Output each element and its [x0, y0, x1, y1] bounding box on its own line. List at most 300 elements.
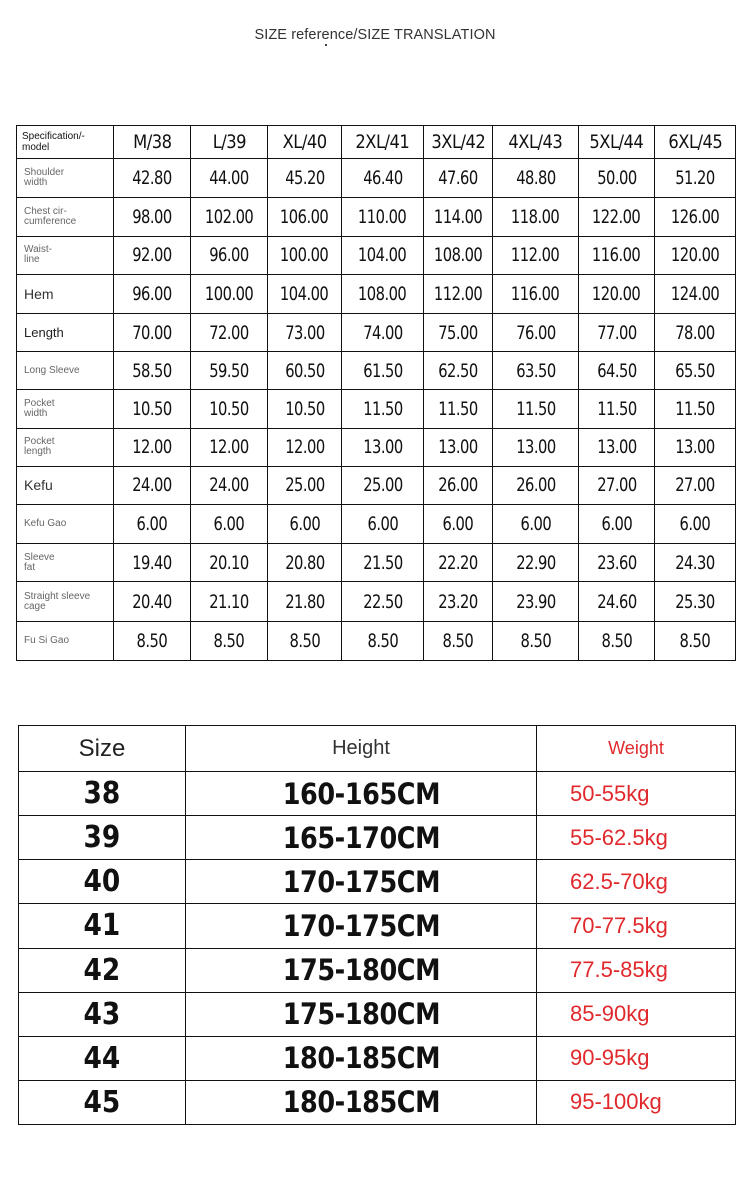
- spec-cell: [493, 582, 579, 621]
- spec-cell-value: 114.00: [433, 205, 483, 228]
- spec-cell-value: 12.00: [284, 436, 325, 459]
- height-cell: [186, 860, 537, 904]
- spec-cell-value: 51.20: [675, 167, 715, 190]
- spec-cell: [342, 544, 424, 582]
- size-header-row: [19, 726, 736, 772]
- spec-cell: [579, 198, 655, 236]
- weight-header: Weight: [537, 726, 736, 772]
- spec-cell: [191, 274, 268, 313]
- spec-cell: [655, 428, 736, 466]
- spec-cell-value: 8.50: [136, 629, 168, 652]
- height-value: 180-185CM: [282, 1041, 440, 1076]
- height-value: 160-165CM: [282, 776, 440, 811]
- spec-cell: [655, 582, 736, 621]
- spec-cell-value: 100.00: [280, 244, 329, 267]
- size-cell: [19, 772, 186, 816]
- spec-cell-value: 106.00: [280, 205, 329, 228]
- spec-row-label: Chest cir- cumference: [17, 198, 114, 236]
- spec-cell: [579, 621, 655, 660]
- spec-size-header-text: M/38: [132, 131, 172, 154]
- spec-size-header: [114, 126, 191, 159]
- spec-cell-value: 25.00: [362, 474, 403, 497]
- size-cell: [19, 816, 186, 860]
- spec-cell: [579, 544, 655, 582]
- spec-cell: [268, 236, 342, 274]
- spec-cell-value: 92.00: [132, 244, 172, 267]
- spec-cell: [268, 621, 342, 660]
- spec-cell: [191, 466, 268, 504]
- spec-cell-value: 70.00: [132, 321, 172, 344]
- size-cell: [19, 904, 186, 948]
- size-value: 38: [83, 776, 121, 812]
- spec-cell-value: 122.00: [592, 205, 641, 228]
- spec-size-header: [191, 126, 268, 159]
- spec-cell-value: 6.00: [520, 513, 551, 536]
- spec-cell-value: 20.80: [284, 551, 325, 574]
- spec-cell: [424, 159, 493, 198]
- spec-cell-value: 77.00: [596, 321, 637, 344]
- weight-value: 85-90kg: [537, 992, 736, 1036]
- spec-cell-value: 22.90: [515, 551, 556, 574]
- spec-cell-value: 8.50: [367, 629, 398, 652]
- spec-row: [17, 505, 736, 544]
- spec-cell-value: 42.80: [132, 167, 172, 190]
- spec-cell-value: 116.00: [592, 244, 641, 267]
- spec-cell-value: 8.50: [679, 629, 711, 652]
- spec-cell: [655, 198, 736, 236]
- spec-cell-value: 27.00: [596, 474, 637, 497]
- spec-cell-value: 11.50: [515, 398, 556, 421]
- spec-cell-value: 6.00: [289, 513, 320, 536]
- size-cell: [19, 860, 186, 904]
- spec-row-label: Kefu Gao: [17, 505, 114, 544]
- spec-cell: [424, 352, 493, 390]
- spec-cell: [342, 159, 424, 198]
- size-value: 45: [83, 1084, 121, 1120]
- weight-value: 55-62.5kg: [537, 816, 736, 860]
- spec-cell-value: 23.60: [596, 551, 637, 574]
- spec-cell-value: 22.20: [438, 551, 478, 574]
- spec-cell-value: 13.00: [362, 436, 403, 459]
- spec-cell: [424, 236, 493, 274]
- spec-cell: [424, 582, 493, 621]
- height-cell: [186, 992, 537, 1036]
- spec-cell: [268, 505, 342, 544]
- height-cell: [186, 948, 537, 992]
- spec-cell: [655, 314, 736, 352]
- spec-cell-value: 11.50: [675, 398, 715, 421]
- spec-size-header-text: 6XL/45: [668, 131, 722, 154]
- size-row: [19, 992, 736, 1036]
- weight-value: 95-100kg: [537, 1080, 736, 1124]
- spec-cell: [579, 582, 655, 621]
- height-cell: [186, 1080, 537, 1124]
- spec-cell-value: 20.10: [209, 551, 249, 574]
- spec-cell-value: 78.00: [675, 321, 715, 344]
- spec-cell-value: 98.00: [132, 205, 172, 228]
- spec-cell: [114, 621, 191, 660]
- spec-cell-value: 104.00: [280, 282, 329, 305]
- spec-cell: [493, 466, 579, 504]
- weight-value: 50-55kg: [537, 772, 736, 816]
- spec-row-label: Fu Si Gao: [17, 621, 114, 660]
- spec-cell-value: 112.00: [433, 282, 483, 305]
- spec-cell-value: 11.50: [438, 398, 478, 421]
- size-value: 43: [83, 996, 121, 1032]
- spec-cell-value: 118.00: [511, 205, 560, 228]
- spec-cell-value: 120.00: [592, 282, 641, 305]
- spec-cell: [191, 314, 268, 352]
- spec-cell: [191, 621, 268, 660]
- height-value: 175-180CM: [282, 997, 440, 1032]
- spec-cell: [655, 236, 736, 274]
- spec-cell-value: 26.00: [438, 474, 478, 497]
- height-header: Height: [186, 726, 537, 772]
- spec-cell-value: 48.80: [515, 167, 556, 190]
- spec-cell-value: 25.00: [284, 474, 325, 497]
- height-cell: [186, 1036, 537, 1080]
- spec-cell-value: 59.50: [209, 359, 249, 382]
- spec-cell-value: 21.10: [209, 590, 249, 613]
- spec-cell-value: 10.50: [284, 398, 325, 421]
- spec-cell: [579, 352, 655, 390]
- spec-cell: [493, 159, 579, 198]
- spec-row: [17, 466, 736, 504]
- spec-cell-value: 75.00: [438, 321, 478, 344]
- spec-cell-value: 46.40: [362, 167, 403, 190]
- spec-cell: [191, 352, 268, 390]
- spec-cell-value: 6.00: [442, 513, 474, 536]
- spec-cell: [655, 505, 736, 544]
- spec-cell-value: 24.00: [209, 474, 249, 497]
- spec-corner-label: Specification/- model: [17, 126, 114, 159]
- spec-cell-value: 8.50: [289, 629, 320, 652]
- height-value: 170-175CM: [282, 864, 440, 899]
- spec-cell-value: 58.50: [132, 359, 172, 382]
- spec-cell-value: 6.00: [213, 513, 245, 536]
- spec-cell-value: 22.50: [362, 590, 403, 613]
- height-cell: [186, 904, 537, 948]
- spec-row-label: Pocket width: [17, 390, 114, 428]
- weight-value: 70-77.5kg: [537, 904, 736, 948]
- spec-cell-value: 11.50: [596, 398, 637, 421]
- spec-cell-value: 6.00: [679, 513, 711, 536]
- size-header: Size: [19, 726, 186, 772]
- spec-cell-value: 6.00: [367, 513, 398, 536]
- size-value: 44: [83, 1040, 121, 1076]
- spec-cell: [342, 236, 424, 274]
- spec-cell: [268, 428, 342, 466]
- height-value: 170-175CM: [282, 908, 440, 943]
- spec-cell-value: 12.00: [132, 436, 172, 459]
- spec-row-label: Waist- line: [17, 236, 114, 274]
- spec-cell-value: 100.00: [204, 282, 254, 305]
- spec-cell-value: 13.00: [438, 436, 478, 459]
- spec-cell-value: 108.00: [358, 282, 407, 305]
- spec-row-label: Kefu: [17, 466, 114, 504]
- spec-cell: [114, 198, 191, 236]
- spec-cell-value: 10.50: [209, 398, 249, 421]
- size-row: [19, 1036, 736, 1080]
- spec-cell: [493, 544, 579, 582]
- spec-cell-value: 20.40: [132, 590, 172, 613]
- spec-row-label: Sleeve fat: [17, 544, 114, 582]
- spec-cell: [114, 505, 191, 544]
- spec-size-header-text: L/39: [212, 131, 246, 154]
- spec-size-header-text: 3XL/42: [431, 131, 485, 154]
- spec-cell-value: 72.00: [209, 321, 249, 344]
- spec-size-header: [342, 126, 424, 159]
- spec-cell: [424, 274, 493, 313]
- spec-cell-value: 73.00: [284, 321, 325, 344]
- spec-size-header: [493, 126, 579, 159]
- spec-cell: [424, 621, 493, 660]
- spec-cell-value: 108.00: [433, 244, 483, 267]
- spec-cell: [114, 314, 191, 352]
- size-row: [19, 948, 736, 992]
- spec-cell-value: 6.00: [136, 513, 168, 536]
- spec-cell-value: 26.00: [515, 474, 556, 497]
- spec-cell-value: 24.60: [596, 590, 637, 613]
- spec-cell-value: 8.50: [601, 629, 632, 652]
- spec-cell: [493, 314, 579, 352]
- spec-cell: [493, 428, 579, 466]
- spec-cell: [342, 505, 424, 544]
- spec-cell: [424, 466, 493, 504]
- spec-row-label: Straight sleeve cage: [17, 582, 114, 621]
- spec-header-row: [17, 126, 736, 159]
- spec-size-header: [424, 126, 493, 159]
- spec-cell-value: 8.50: [442, 629, 474, 652]
- spec-cell-value: 27.00: [675, 474, 715, 497]
- spec-size-header-text: XL/40: [282, 131, 327, 154]
- spec-cell: [424, 505, 493, 544]
- spec-cell: [268, 198, 342, 236]
- spec-cell-value: 74.00: [362, 321, 403, 344]
- spec-cell-value: 6.00: [601, 513, 632, 536]
- spec-cell-value: 8.50: [213, 629, 245, 652]
- spec-cell: [579, 428, 655, 466]
- size-cell: [19, 992, 186, 1036]
- spec-cell-value: 47.60: [438, 167, 478, 190]
- spec-row: [17, 582, 736, 621]
- spec-cell-value: 65.50: [675, 359, 715, 382]
- spec-cell-value: 21.50: [362, 551, 403, 574]
- spec-size-header-text: 4XL/43: [508, 131, 563, 154]
- spec-cell: [579, 236, 655, 274]
- spec-cell: [114, 274, 191, 313]
- spec-row: [17, 428, 736, 466]
- spec-cell: [493, 198, 579, 236]
- spec-cell: [191, 198, 268, 236]
- size-cell: [19, 948, 186, 992]
- spec-cell-value: 96.00: [132, 282, 172, 305]
- spec-cell-value: 12.00: [209, 436, 249, 459]
- spec-row-label: Long Sleeve: [17, 352, 114, 390]
- spec-cell: [114, 390, 191, 428]
- spec-cell-value: 19.40: [132, 551, 172, 574]
- spec-cell-value: 126.00: [670, 205, 720, 228]
- spec-cell: [268, 314, 342, 352]
- spec-cell-value: 23.90: [515, 590, 556, 613]
- spec-size-header: [579, 126, 655, 159]
- spec-size-header-text: 2XL/41: [355, 131, 410, 154]
- spec-cell: [655, 466, 736, 504]
- spec-cell: [424, 544, 493, 582]
- spec-table: [16, 125, 736, 661]
- spec-cell-value: 45.20: [284, 167, 325, 190]
- spec-cell-value: 61.50: [362, 359, 403, 382]
- spec-row: [17, 236, 736, 274]
- spec-cell-value: 116.00: [511, 282, 560, 305]
- spec-cell: [342, 352, 424, 390]
- size-table: [18, 725, 736, 1125]
- size-value: 40: [83, 864, 121, 900]
- size-cell: [19, 1036, 186, 1080]
- spec-cell-value: 24.30: [675, 551, 715, 574]
- spec-cell: [655, 159, 736, 198]
- spec-cell: [579, 314, 655, 352]
- spec-row-label: Hem: [17, 274, 114, 313]
- spec-cell: [191, 544, 268, 582]
- spec-cell: [493, 236, 579, 274]
- spec-cell-value: 50.00: [596, 167, 637, 190]
- decorative-dot: [325, 44, 327, 46]
- spec-cell: [114, 159, 191, 198]
- spec-cell-value: 104.00: [358, 244, 407, 267]
- weight-value: 90-95kg: [537, 1036, 736, 1080]
- spec-row: [17, 621, 736, 660]
- spec-cell: [342, 390, 424, 428]
- spec-cell: [342, 466, 424, 504]
- spec-cell-value: 11.50: [362, 398, 403, 421]
- spec-cell: [424, 390, 493, 428]
- spec-cell: [579, 159, 655, 198]
- spec-cell: [191, 390, 268, 428]
- spec-cell: [655, 621, 736, 660]
- spec-cell-value: 13.00: [675, 436, 715, 459]
- spec-cell: [655, 274, 736, 313]
- size-value: 42: [83, 952, 121, 988]
- spec-cell: [191, 505, 268, 544]
- spec-cell: [655, 544, 736, 582]
- spec-cell-value: 63.50: [515, 359, 556, 382]
- spec-cell: [114, 236, 191, 274]
- spec-cell: [579, 505, 655, 544]
- spec-cell-value: 120.00: [670, 244, 720, 267]
- spec-cell-value: 10.50: [132, 398, 172, 421]
- height-cell: [186, 816, 537, 860]
- spec-cell: [424, 314, 493, 352]
- size-value: 41: [83, 908, 121, 944]
- spec-cell-value: 124.00: [670, 282, 720, 305]
- spec-cell-value: 110.00: [358, 205, 407, 228]
- spec-cell-value: 64.50: [596, 359, 637, 382]
- spec-cell: [268, 352, 342, 390]
- spec-cell: [579, 274, 655, 313]
- spec-cell: [342, 621, 424, 660]
- spec-cell: [493, 505, 579, 544]
- spec-cell-value: 62.50: [438, 359, 478, 382]
- spec-cell-value: 23.20: [438, 590, 478, 613]
- spec-cell: [268, 582, 342, 621]
- size-row: [19, 904, 736, 948]
- spec-size-header-text: 5XL/44: [589, 131, 644, 154]
- spec-row: [17, 198, 736, 236]
- size-row: [19, 772, 736, 816]
- size-cell: [19, 1080, 186, 1124]
- spec-row: [17, 274, 736, 313]
- spec-cell: [268, 274, 342, 313]
- spec-cell-value: 21.80: [284, 590, 325, 613]
- spec-cell-value: 102.00: [204, 205, 254, 228]
- spec-cell: [268, 390, 342, 428]
- spec-cell: [114, 466, 191, 504]
- spec-cell: [191, 428, 268, 466]
- spec-cell: [342, 582, 424, 621]
- spec-row-label: Length: [17, 314, 114, 352]
- spec-size-header: [268, 126, 342, 159]
- spec-cell-value: 25.30: [675, 590, 715, 613]
- spec-cell: [191, 582, 268, 621]
- weight-value: 62.5-70kg: [537, 860, 736, 904]
- spec-cell: [424, 198, 493, 236]
- height-value: 175-180CM: [282, 953, 440, 988]
- spec-cell-value: 60.50: [284, 359, 325, 382]
- spec-cell-value: 112.00: [511, 244, 560, 267]
- spec-cell-value: 96.00: [209, 244, 249, 267]
- spec-cell: [268, 466, 342, 504]
- spec-size-header: [655, 126, 736, 159]
- spec-cell: [493, 352, 579, 390]
- spec-cell-value: 76.00: [515, 321, 556, 344]
- height-value: 180-185CM: [282, 1085, 440, 1120]
- spec-cell-value: 44.00: [209, 167, 249, 190]
- spec-cell: [114, 544, 191, 582]
- spec-cell-value: 13.00: [515, 436, 556, 459]
- spec-cell: [114, 428, 191, 466]
- spec-cell: [493, 390, 579, 428]
- spec-row: [17, 390, 736, 428]
- spec-cell: [268, 544, 342, 582]
- size-row: [19, 816, 736, 860]
- weight-value: 77.5-85kg: [537, 948, 736, 992]
- spec-cell: [342, 428, 424, 466]
- spec-cell: [114, 582, 191, 621]
- spec-row: [17, 314, 736, 352]
- spec-cell: [655, 390, 736, 428]
- page-title: SIZE reference/SIZE TRANSLATION: [254, 27, 496, 43]
- spec-cell: [268, 159, 342, 198]
- spec-cell: [493, 621, 579, 660]
- spec-cell: [191, 236, 268, 274]
- size-row: [19, 860, 736, 904]
- spec-cell: [342, 314, 424, 352]
- spec-cell-value: 13.00: [596, 436, 637, 459]
- spec-cell: [342, 274, 424, 313]
- spec-row: [17, 352, 736, 390]
- size-row: [19, 1080, 736, 1124]
- spec-cell: [191, 159, 268, 198]
- spec-cell: [579, 466, 655, 504]
- height-cell: [186, 772, 537, 816]
- spec-row-label: Pocket length: [17, 428, 114, 466]
- spec-row-label: Shoulder width: [17, 159, 114, 198]
- height-value: 165-170CM: [282, 820, 440, 855]
- spec-cell: [424, 428, 493, 466]
- spec-cell: [493, 274, 579, 313]
- spec-cell: [579, 390, 655, 428]
